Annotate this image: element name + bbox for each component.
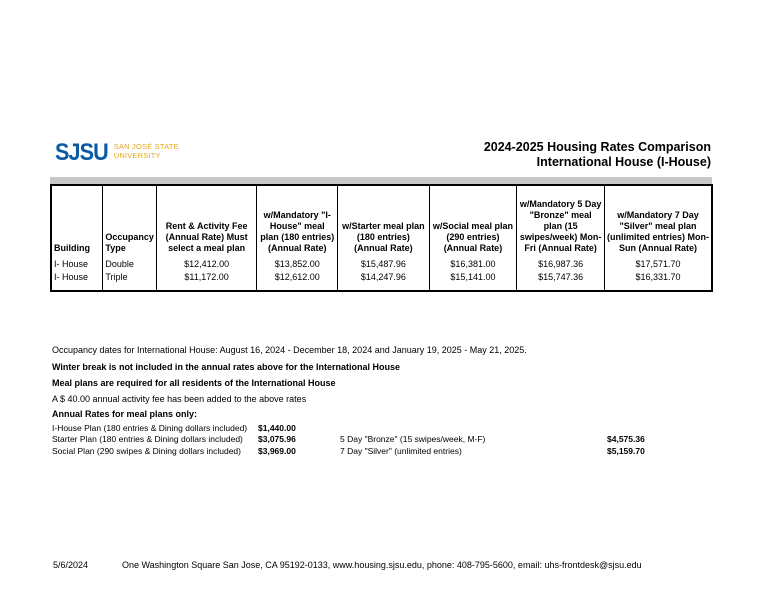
header-silver-meal-plan: w/Mandatory 7 Day "Silver" meal plan (unlimited entries) Mon-Sun (Annual Rate) bbox=[604, 185, 712, 256]
header-divider-bar bbox=[50, 177, 712, 184]
cell-bronze: $15,747.36 bbox=[517, 272, 605, 291]
header-rent-activity-fee: Rent & Activity Fee (Annual Rate) Must select a meal plan bbox=[156, 185, 256, 256]
rates-table bbox=[50, 184, 713, 292]
occupancy-dates-note: Occupancy dates for International House: August 16, 2024 - December 18, 2024 and January 19, 2025 - May 21, 2025. bbox=[52, 345, 527, 355]
header-building: Building bbox=[54, 243, 90, 253]
header-starter-meal-plan: w/Starter meal plan (180 entries) (Annual Rate) bbox=[338, 185, 430, 256]
table-header-row bbox=[51, 185, 712, 256]
document-title bbox=[484, 140, 711, 170]
meal-plan-name: 5 Day "Bronze" (15 swipes/week, M-F) bbox=[340, 434, 486, 444]
logo-sub-line1: SAN JOSÉ STATE bbox=[113, 142, 179, 151]
cell-building: I- House bbox=[54, 272, 89, 282]
meal-plan-name: I-House Plan (180 entries & Dining dollars included) bbox=[52, 423, 248, 433]
cell-rent: $11,172.00 bbox=[156, 272, 256, 291]
meal-plans-heading: Annual Rates for meal plans only: bbox=[52, 409, 198, 419]
cell-starter: $14,247.96 bbox=[338, 272, 430, 291]
logo-subtitle bbox=[114, 140, 179, 160]
meal-plan-price: $3,075.96 bbox=[258, 434, 296, 444]
table-row bbox=[51, 272, 712, 291]
cell-occupancy: Triple bbox=[103, 272, 157, 291]
header-ihouse-meal-plan: w/Mandatory "I-House" meal plan (180 entries) (Annual Rate) bbox=[257, 185, 338, 256]
header-bronze-meal-plan: w/Mandatory 5 Day "Bronze" meal plan (15 swipes/week) Mon-Fri (Annual Rate) bbox=[517, 185, 605, 256]
cell-silver: $17,571.70 bbox=[604, 256, 712, 272]
header-social-meal-plan: w/Social meal plan (290 entries) (Annual Rate) bbox=[429, 185, 517, 256]
cell-ihouse: $13,852.00 bbox=[257, 256, 338, 272]
meal-plan-price: $4,575.36 bbox=[607, 434, 645, 444]
title-line2: International House (I-House) bbox=[536, 155, 711, 169]
meal-plan-price: $5,159.70 bbox=[607, 446, 645, 456]
cell-rent: $12,412.00 bbox=[156, 256, 256, 272]
activity-fee-note: A $ 40.00 annual activity fee has been added to the above rates bbox=[52, 394, 307, 404]
meal-plan-price: $3,969.00 bbox=[258, 446, 296, 456]
cell-social: $16,381.00 bbox=[429, 256, 517, 272]
meal-plan-name: 7 Day "Silver" (unlimited entries) bbox=[340, 446, 462, 456]
title-line1: 2024-2025 Housing Rates Comparison bbox=[483, 140, 711, 154]
footer-address: One Washington Square San Jose, CA 95192-0133, www.housing.sjsu.edu, phone: 408-795-5600, email: uhs-frontdesk@sjsu.edu bbox=[122, 560, 642, 570]
cell-building: I- House bbox=[54, 258, 89, 269]
meal-plan-name: Social Plan (290 swipes & Dining dollars included) bbox=[52, 446, 241, 456]
meal-plan-name: Starter Plan (180 entries & Dining dollars included) bbox=[52, 434, 243, 444]
meal-required-note: Meal plans are required for all residents of the International House bbox=[52, 378, 336, 388]
winter-break-note: Winter break is not included in the annual rates above for the International House bbox=[52, 362, 400, 372]
footer-date: 5/6/2024 bbox=[53, 560, 89, 570]
cell-occupancy: Double bbox=[103, 256, 157, 272]
cell-silver: $16,331.70 bbox=[604, 272, 712, 291]
sjsu-logo bbox=[55, 140, 179, 166]
cell-ihouse: $12,612.00 bbox=[257, 272, 338, 291]
cell-starter: $15,487.96 bbox=[338, 256, 430, 272]
meal-plan-price: $1,440.00 bbox=[258, 423, 296, 433]
logo-mark: SJSU bbox=[55, 139, 108, 166]
table-row bbox=[51, 256, 712, 272]
header-occupancy-type: Occupancy Type bbox=[103, 185, 157, 256]
logo-sub-line2: UNIVERSITY bbox=[113, 151, 161, 160]
cell-social: $15,141.00 bbox=[429, 272, 517, 291]
cell-bronze: $16,987.36 bbox=[517, 256, 605, 272]
